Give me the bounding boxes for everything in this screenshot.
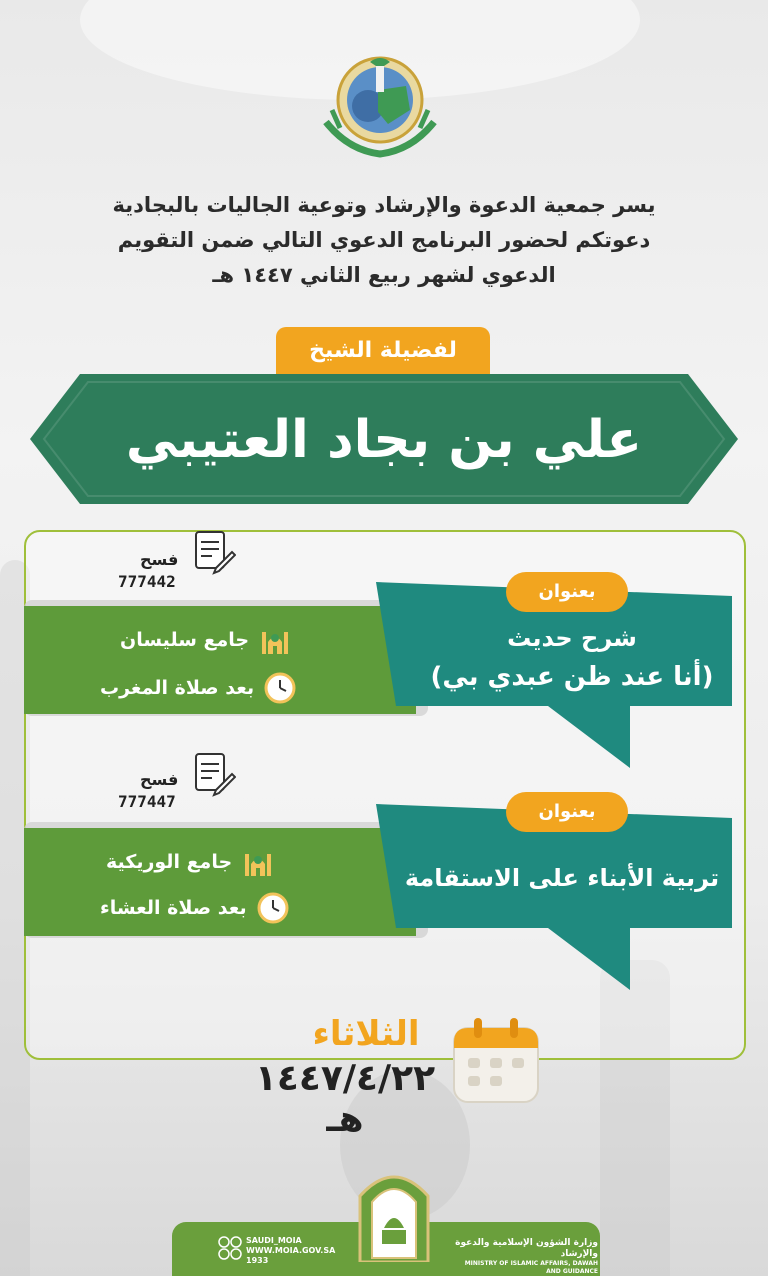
social-icons [218,1236,242,1260]
fax-number: 777442 [118,572,176,591]
fax-icon [192,530,236,576]
topic-line-2: (أنا عند ظن عبدي بي) [430,662,714,692]
time-row [100,892,289,924]
sheikh-title-tag: لفضيلة الشيخ [276,327,490,377]
footer-ministry [448,1238,598,1276]
intro-line-1: يسر جمعية الدعوة والإرشاد وتوعية الجاليات بالبجادية [112,193,656,217]
clock-icon [257,892,289,924]
ministry-name-ar: وزارة الشؤون الإسلامية والدعوة والإرشاد [455,1238,598,1259]
prayer-time: بعد صلاة العشاء [100,897,247,919]
intro-line-3: الدعوي لشهر ربيع الثاني ١٤٤٧ هـ [212,263,556,287]
calendar-icon [448,1012,544,1108]
footer-website[interactable]: WWW.MOIA.GOV.SA [246,1246,336,1255]
mosque-icon [242,846,274,878]
ministry-name-en: MINISTRY OF ISLAMIC AFFAIRS, DAWAH AND GUIDANCE [464,1260,598,1275]
footer-handle: SAUDI_MOIA [246,1236,302,1245]
time-row [100,672,296,704]
fax-label: فسح [140,550,179,569]
footer-contact [246,1236,386,1266]
clock-icon [264,672,296,704]
event-day: الثلاثاء [312,1014,420,1054]
mosque-name: جامع سليسان [120,629,250,651]
fax-number: 777447 [118,792,176,811]
mosque-icon [259,624,291,656]
topic-tag: بعنوان [506,572,628,612]
mosque-row [120,624,291,656]
topic-line-1: شرح حديث [507,624,637,652]
sheikh-name: علي بن بجاد العتيبي [125,410,643,470]
fax-label: فسح [140,770,179,789]
mosque-row [106,846,274,878]
prayer-time: بعد صلاة المغرب [100,677,255,699]
event-date: ١٤٤٧/٤/٢٢ هـ [254,1058,436,1140]
topic-line-1: تربية الأبناء على الاستقامة [404,864,720,892]
intro-line-2: دعوتكم لحضور البرنامج الدعوي التالي ضمن التقويم [117,228,651,252]
footer-year: 1933 [246,1256,269,1265]
mosque-name: جامع الوريكية [106,851,233,873]
association-logo [318,50,442,162]
fax-icon [192,752,236,798]
topic-banner [376,804,748,1000]
topic-tag: بعنوان [506,792,628,832]
